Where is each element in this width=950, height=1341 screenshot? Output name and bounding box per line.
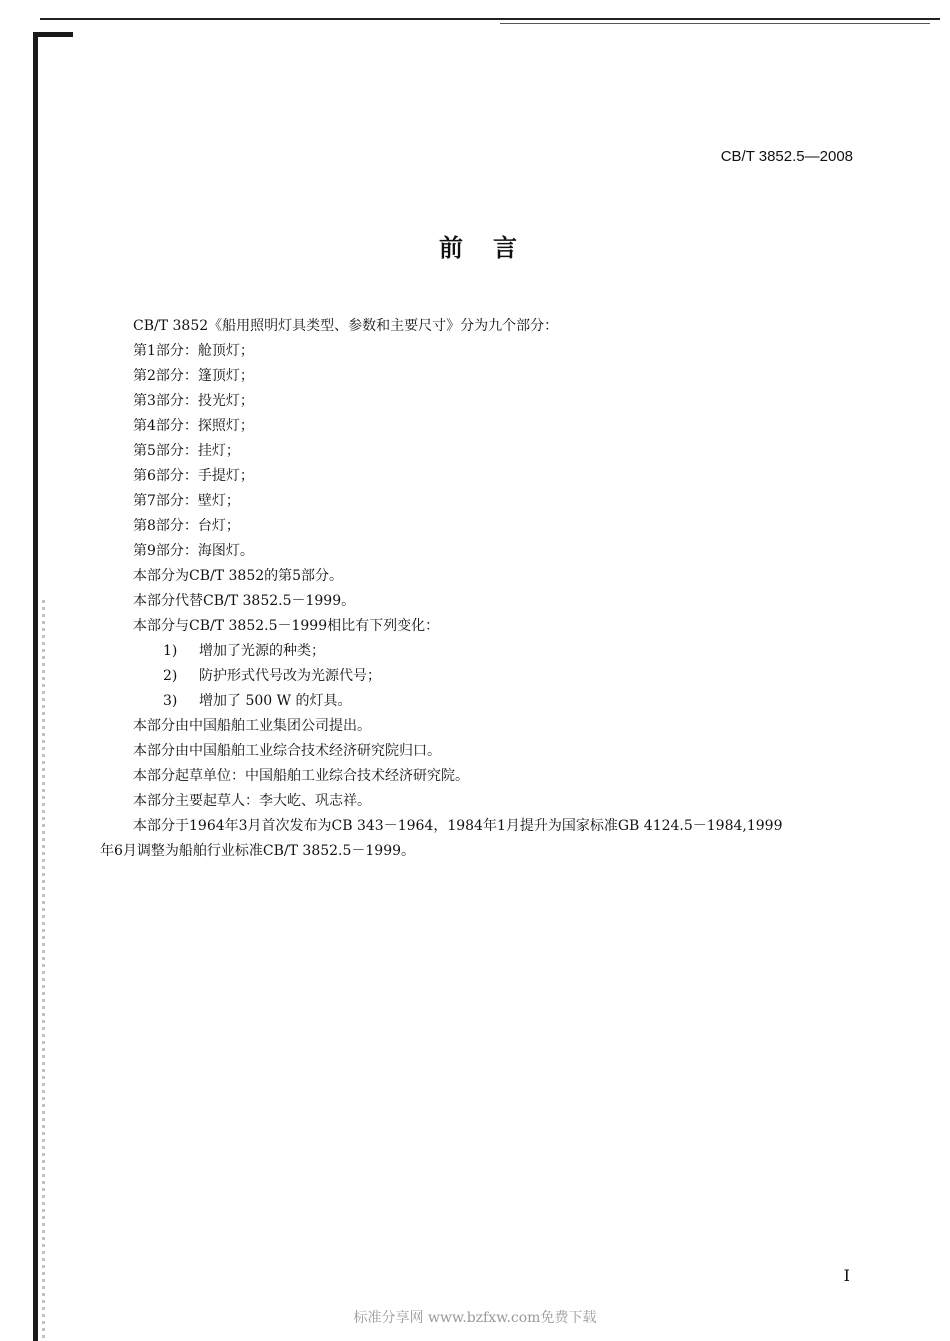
- part-list-item: 第6部分：手提灯；: [133, 468, 254, 484]
- change-text: 防护形式代号改为光源代号；: [199, 668, 381, 684]
- change-item: [100, 664, 860, 689]
- paragraph: 本部分由中国船舶工业集团公司提出。: [133, 718, 371, 734]
- paragraph: 本部分起草单位：中国船舶工业综合技术经济研究院。: [133, 768, 469, 784]
- watermark: 标准分享网 www.bzfxw.com免费下载: [353, 1310, 597, 1326]
- paragraph: 本部分与CB/T 3852.5－1999相比有下列变化：: [133, 618, 440, 634]
- page-number: I: [843, 1266, 850, 1285]
- part-list-item: 第9部分：海图灯。: [133, 543, 254, 559]
- history-paragraph-continued: 年6月调整为船舶行业标准CB/T 3852.5－1999。: [100, 843, 416, 859]
- paragraph: 本部分主要起草人：李大屹、巩志祥。: [133, 793, 371, 809]
- history-paragraph: 本部分于1964年3月首次发布为CB 343－1964，1984年1月提升为国家标准GB 4124.5－1984,1999: [133, 818, 783, 834]
- paragraph: 本部分由中国船舶工业综合技术经济研究院归口。: [133, 743, 441, 759]
- part-list-item: 第7部分：壁灯；: [133, 493, 240, 509]
- change-number: 1): [163, 643, 178, 659]
- part-list-item: 第8部分：台灯；: [133, 518, 240, 534]
- document-body: [100, 314, 860, 864]
- change-text: 增加了光源的种类；: [199, 643, 325, 659]
- scan-border-top: [40, 18, 940, 20]
- part-list-item: 第2部分：篷顶灯；: [133, 368, 254, 384]
- change-item: [100, 689, 860, 714]
- part-list-item: 第4部分：探照灯；: [133, 418, 254, 434]
- paragraph: 本部分代替CB/T 3852.5－1999。: [133, 593, 356, 609]
- standard-number: CB/T 3852.5—2008: [720, 148, 853, 165]
- change-number: 2): [163, 668, 178, 684]
- scan-edge-noise: [42, 600, 45, 1341]
- part-list-item: 第5部分：挂灯；: [133, 443, 240, 459]
- change-number: 3): [163, 693, 178, 709]
- part-list-item: 第3部分：投光灯；: [133, 393, 254, 409]
- change-item: [100, 639, 860, 664]
- part-list-item: 第1部分：舱顶灯；: [133, 343, 254, 359]
- scan-border-corner: [33, 32, 73, 37]
- scan-border-top-secondary: [500, 23, 930, 24]
- change-text: 增加了 500 W 的灯具。: [199, 693, 352, 709]
- paragraph: CB/T 3852《船用照明灯具类型、参数和主要尺寸》分为九个部分：: [133, 318, 559, 334]
- page-title: 前言: [439, 233, 547, 262]
- paragraph: 本部分为CB/T 3852的第5部分。: [133, 568, 344, 584]
